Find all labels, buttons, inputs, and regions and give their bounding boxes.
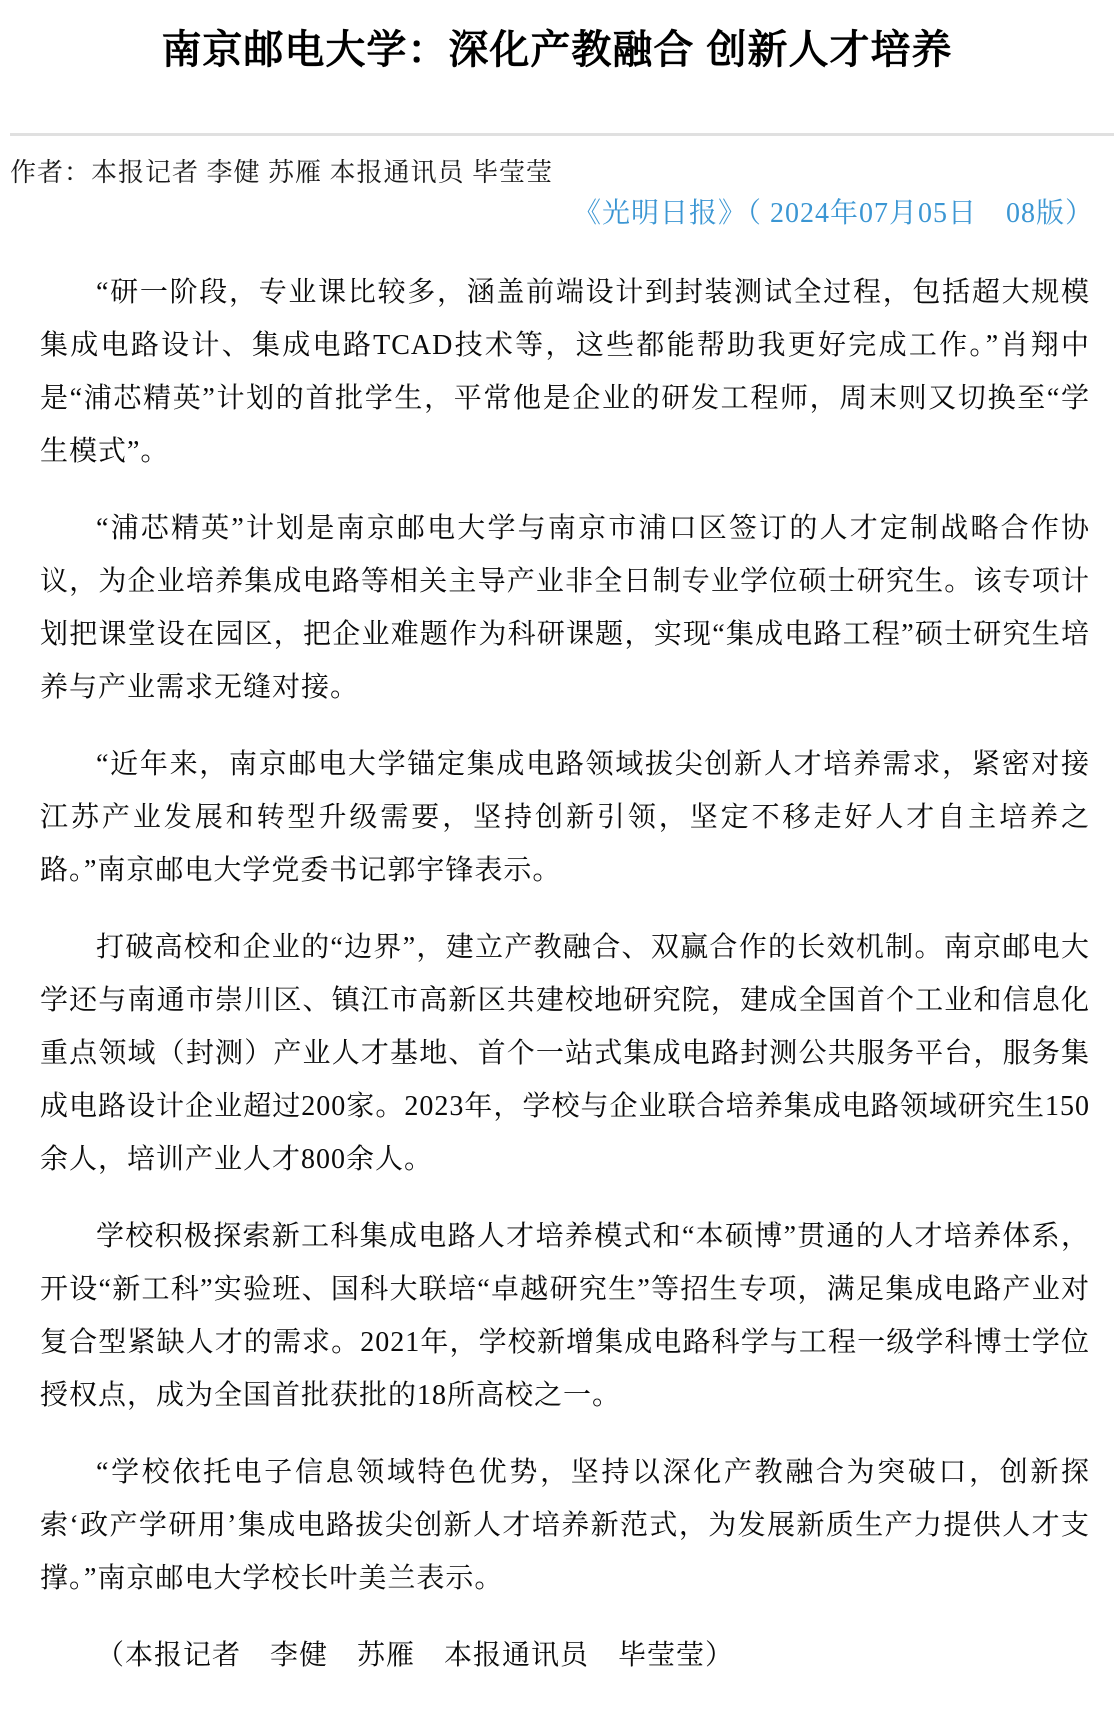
article-paragraph: “研一阶段，专业课比较多，涵盖前端设计到封装测试全过程，包括超大规模集成电路设计、集成电路TCAD技术等，这些都能帮助我更好完成工作。”肖翔中是“浦芯精英”计划的首批学生，平常他是企业的研发工程师，周末则又切换至“学生模式”。	[40, 277, 1090, 467]
article-paragraph: “学校依托电子信息领域特色优势，坚持以深化产教融合为突破口，创新探索‘政产学研用’集成电路拔尖创新人才培养新范式，为发展新质生产力提供人才支撑。”南京邮电大学校长叶美兰表示。	[40, 1457, 1090, 1594]
article-paragraph: “浦芯精英”计划是南京邮电大学与南京市浦口区签订的人才定制战略合作协议，为企业培养集成电路等相关主导产业非全日制专业学位硕士研究生。该专项计划把课堂设在园区，把企业难题作为科研课题，实现“集成电路工程”硕士研究生培养与产业需求无缝对接。	[40, 513, 1090, 703]
article-paragraph: （本报记者 李健 苏雁 本报通讯员 毕莹莹）	[96, 1640, 735, 1671]
article-paragraph: 学校积极探索新工科集成电路人才培养模式和“本硕博”贯通的人才培养体系，开设“新工科”实验班、国科大联培“卓越研究生”等招生专项，满足集成电路产业对复合型紧缺人才的需求。2021年，学校新增集成电路科学与工程一级学科博士学位授权点，成为全国首批获批的18所高校之一。	[40, 1221, 1090, 1411]
source-link[interactable]: 《光明日报》（ 2024年07月05日 08版）	[572, 198, 1094, 229]
article-title: 南京邮电大学：深化产教融合 创新人才培养	[161, 28, 953, 72]
article-paragraph: “近年来，南京邮电大学锚定集成电路领域拔尖创新人才培养需求，紧密对接江苏产业发展和转型升级需要，坚持创新引领，坚定不移走好人才自主培养之路。”南京邮电大学党委书记郭宇锋表示。	[40, 749, 1090, 886]
article-body	[0, 266, 1114, 1736]
byline: 作者：本报记者 李健 苏雁 本报通讯员 毕莹莹	[10, 158, 554, 187]
divider	[10, 133, 1114, 136]
source-line-row	[0, 196, 1094, 232]
article-paragraph: 打破高校和企业的“边界”，建立产教融合、双赢合作的长效机制。南京邮电大学还与南通市崇川区、镇江市高新区共建校地研究院，建成全国首个工业和信息化重点领域（封测）产业人才基地、首个一站式集成电路封测公共服务平台，服务集成电路设计企业超过200家。2023年，学校与企业联合培养集成电路领域研究生150余人，培训产业人才800余人。	[40, 932, 1090, 1175]
